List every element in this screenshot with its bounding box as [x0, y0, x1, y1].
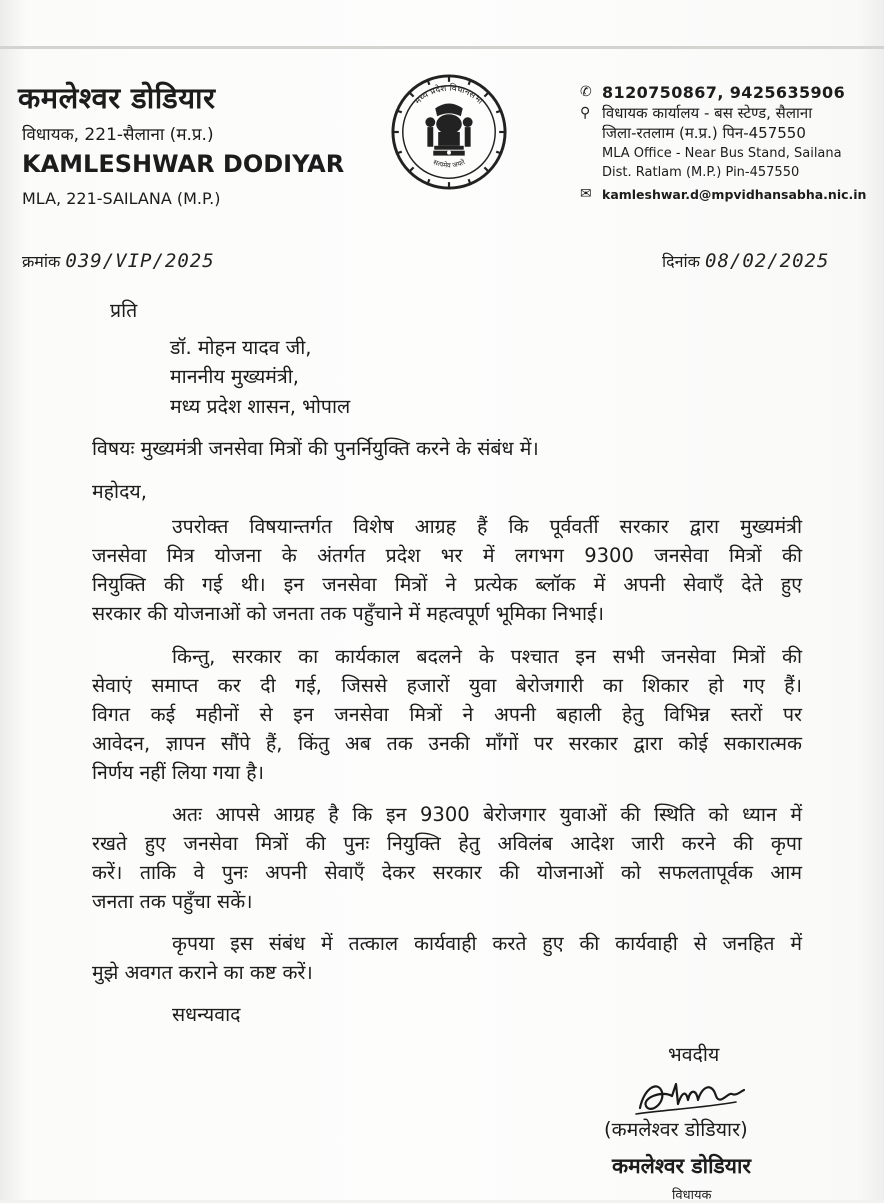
paragraph-2-line-1: किन्तु, सरकार का कार्यकाल बदलने के पश्चात इन सभी जनसेवा मित्रों की: [172, 645, 802, 668]
recipient-line-2: माननीय मुख्यमंत्री,: [170, 365, 299, 388]
paragraph-1-line-3: नियुक्ति की गई थी। इन जनसेवा मित्रों ने प्रत्येक ब्लॉक में अपनी सेवाएँ देते हुए: [92, 573, 802, 596]
contact-address-row-2: [578, 124, 878, 144]
location-pin-icon: ⚲: [580, 105, 591, 121]
letterhead-role-hindi: विधायक, 221-सैलाना (म.प्र.): [22, 125, 214, 145]
letter-salutation: महोदय,: [92, 480, 147, 503]
emblem-top-text: मध्य प्रदेश विधानसभा: [413, 83, 485, 107]
contact-address-row-3: [578, 144, 878, 163]
paragraph-3-line-3: करें। ताकि वे पुनः अपनी सेवाएँ देकर सरकार की योजनाओं को सफलतापूर्वक आम: [92, 861, 802, 884]
letter-subject: विषयः मुख्यमंत्री जनसेवा मित्रों की पुनर्नियुक्ति करने के संबंध में।: [92, 437, 539, 460]
stamp-name: कमलेश्वर डोडियार: [612, 1154, 751, 1178]
paragraph-3-line-4: जनता तक पहुँचा सकें।: [92, 890, 253, 913]
paragraph-2-line-5: निर्णय नहीं लिया गया है।: [92, 761, 265, 784]
letter-date: [662, 250, 829, 272]
paragraph-1-line-4: सरकार की योजनाओं को जनता तक पहुँचाने में महत्वपूर्ण भूमिका निभाई।: [92, 602, 604, 625]
contact-block: [578, 83, 878, 204]
paragraph-1-line-2: जनसेवा मित्र योजना के अंतर्गत प्रदेश भर में लगभग 9300 जनसेवा मित्रों की: [92, 544, 802, 567]
state-emblem-seal: [390, 73, 508, 191]
date-label: दिनांक: [662, 252, 700, 271]
paragraph-3-line-2: रखते हुए जनसेवा मित्रों की पुनः नियुक्ति हेतु अविलंब आदेश जारी करने की कृपा: [92, 832, 802, 855]
contact-phone-row: [578, 83, 878, 104]
reference-label: क्रमांक: [22, 252, 61, 271]
closing-yours: भवदीय: [668, 1043, 720, 1066]
signatory-name: (कमलेश्वर डोडियार): [604, 1118, 748, 1141]
letterhead-name-english: KAMLESHWAR DODIYAR: [22, 150, 345, 178]
date-value: 08/02/2025: [705, 250, 830, 272]
paragraph-3-line-1: अतः आपसे आग्रह है कि इन 9300 बेरोजगार युवाओं की स्थिति को ध्यान में: [172, 803, 802, 826]
page-top-edge: [0, 46, 884, 49]
paragraph-1-line-1: उपरोक्त विषयान्तर्गत विशेष आग्रह हैं कि पूर्ववर्ती सरकार द्वारा मुख्यमंत्री: [172, 515, 802, 538]
recipient-to: प्रति: [110, 299, 138, 322]
signature-block: [592, 1060, 822, 1203]
svg-text:सत्यमेव जयते: [432, 157, 467, 170]
paragraph-2-line-2: सेवाएं समाप्त कर दी गई, जिससे हजारों युवा बेरोजगारी का शिकार हो गए हैं।: [92, 674, 802, 697]
contact-email-row: [578, 185, 878, 204]
office-address-english-2: Dist. Ratlam (M.P.) Pin-457550: [602, 165, 800, 180]
paragraph-2-line-4: आवेदन, ज्ञापन सौंपे हैं, किंतु अब तक उनकी माँगों पर सरकार द्वारा कोई सकारात्मक: [92, 732, 802, 755]
letterhead-name-hindi: कमलेश्वर डोडियार: [18, 81, 216, 115]
contact-email: kamleshwar.d@mpvidhansabha.nic.in: [602, 187, 867, 202]
contact-address-row: [578, 104, 878, 124]
reference-value: 039/VIP/2025: [65, 250, 215, 272]
recipient-line-1: डॉ. मोहन यादव जी,: [170, 336, 312, 359]
office-address-hindi-1: विधायक कार्यालय - बस स्टेण्ड, सैलाना: [602, 104, 813, 122]
paragraph-2-line-3: विगत कई महीनों से इन जनसेवा मित्रों ने अपनी बहाली हेतु विभिन्न स्तरों पर: [92, 703, 802, 726]
contact-address-row-4: [578, 163, 878, 182]
recipient-line-3: मध्य प्रदेश शासन, भोपाल: [170, 395, 351, 418]
svg-text:मध्य प्रदेश विधानसभा: [413, 83, 485, 107]
reference-number: [22, 250, 215, 272]
stamp-role: विधायक: [672, 1188, 712, 1203]
phone-icon: ✆: [580, 84, 592, 100]
letterhead-role-english: MLA, 221-SAILANA (M.P.): [22, 189, 221, 208]
emblem-bottom-text: सत्यमेव जयते: [431, 158, 467, 170]
office-address-english-1: MLA Office - Near Bus Stand, Sailana: [602, 146, 842, 161]
paragraph-4-line-2: मुझे अवगत कराने का कष्ट करें।: [92, 961, 313, 984]
contact-phone: 8120750867, 9425635906: [602, 83, 846, 102]
closing-thanks: सधन्यवाद: [172, 1003, 241, 1026]
office-address-hindi-2: जिला-रतलाम (म.प्र.) पिन-457550: [602, 124, 806, 142]
paragraph-4-line-1: कृपया इस संबंध में तत्काल कार्यवाही करते हुए की कार्यवाही से जनहित में: [172, 932, 802, 955]
email-icon: ✉: [580, 186, 592, 202]
